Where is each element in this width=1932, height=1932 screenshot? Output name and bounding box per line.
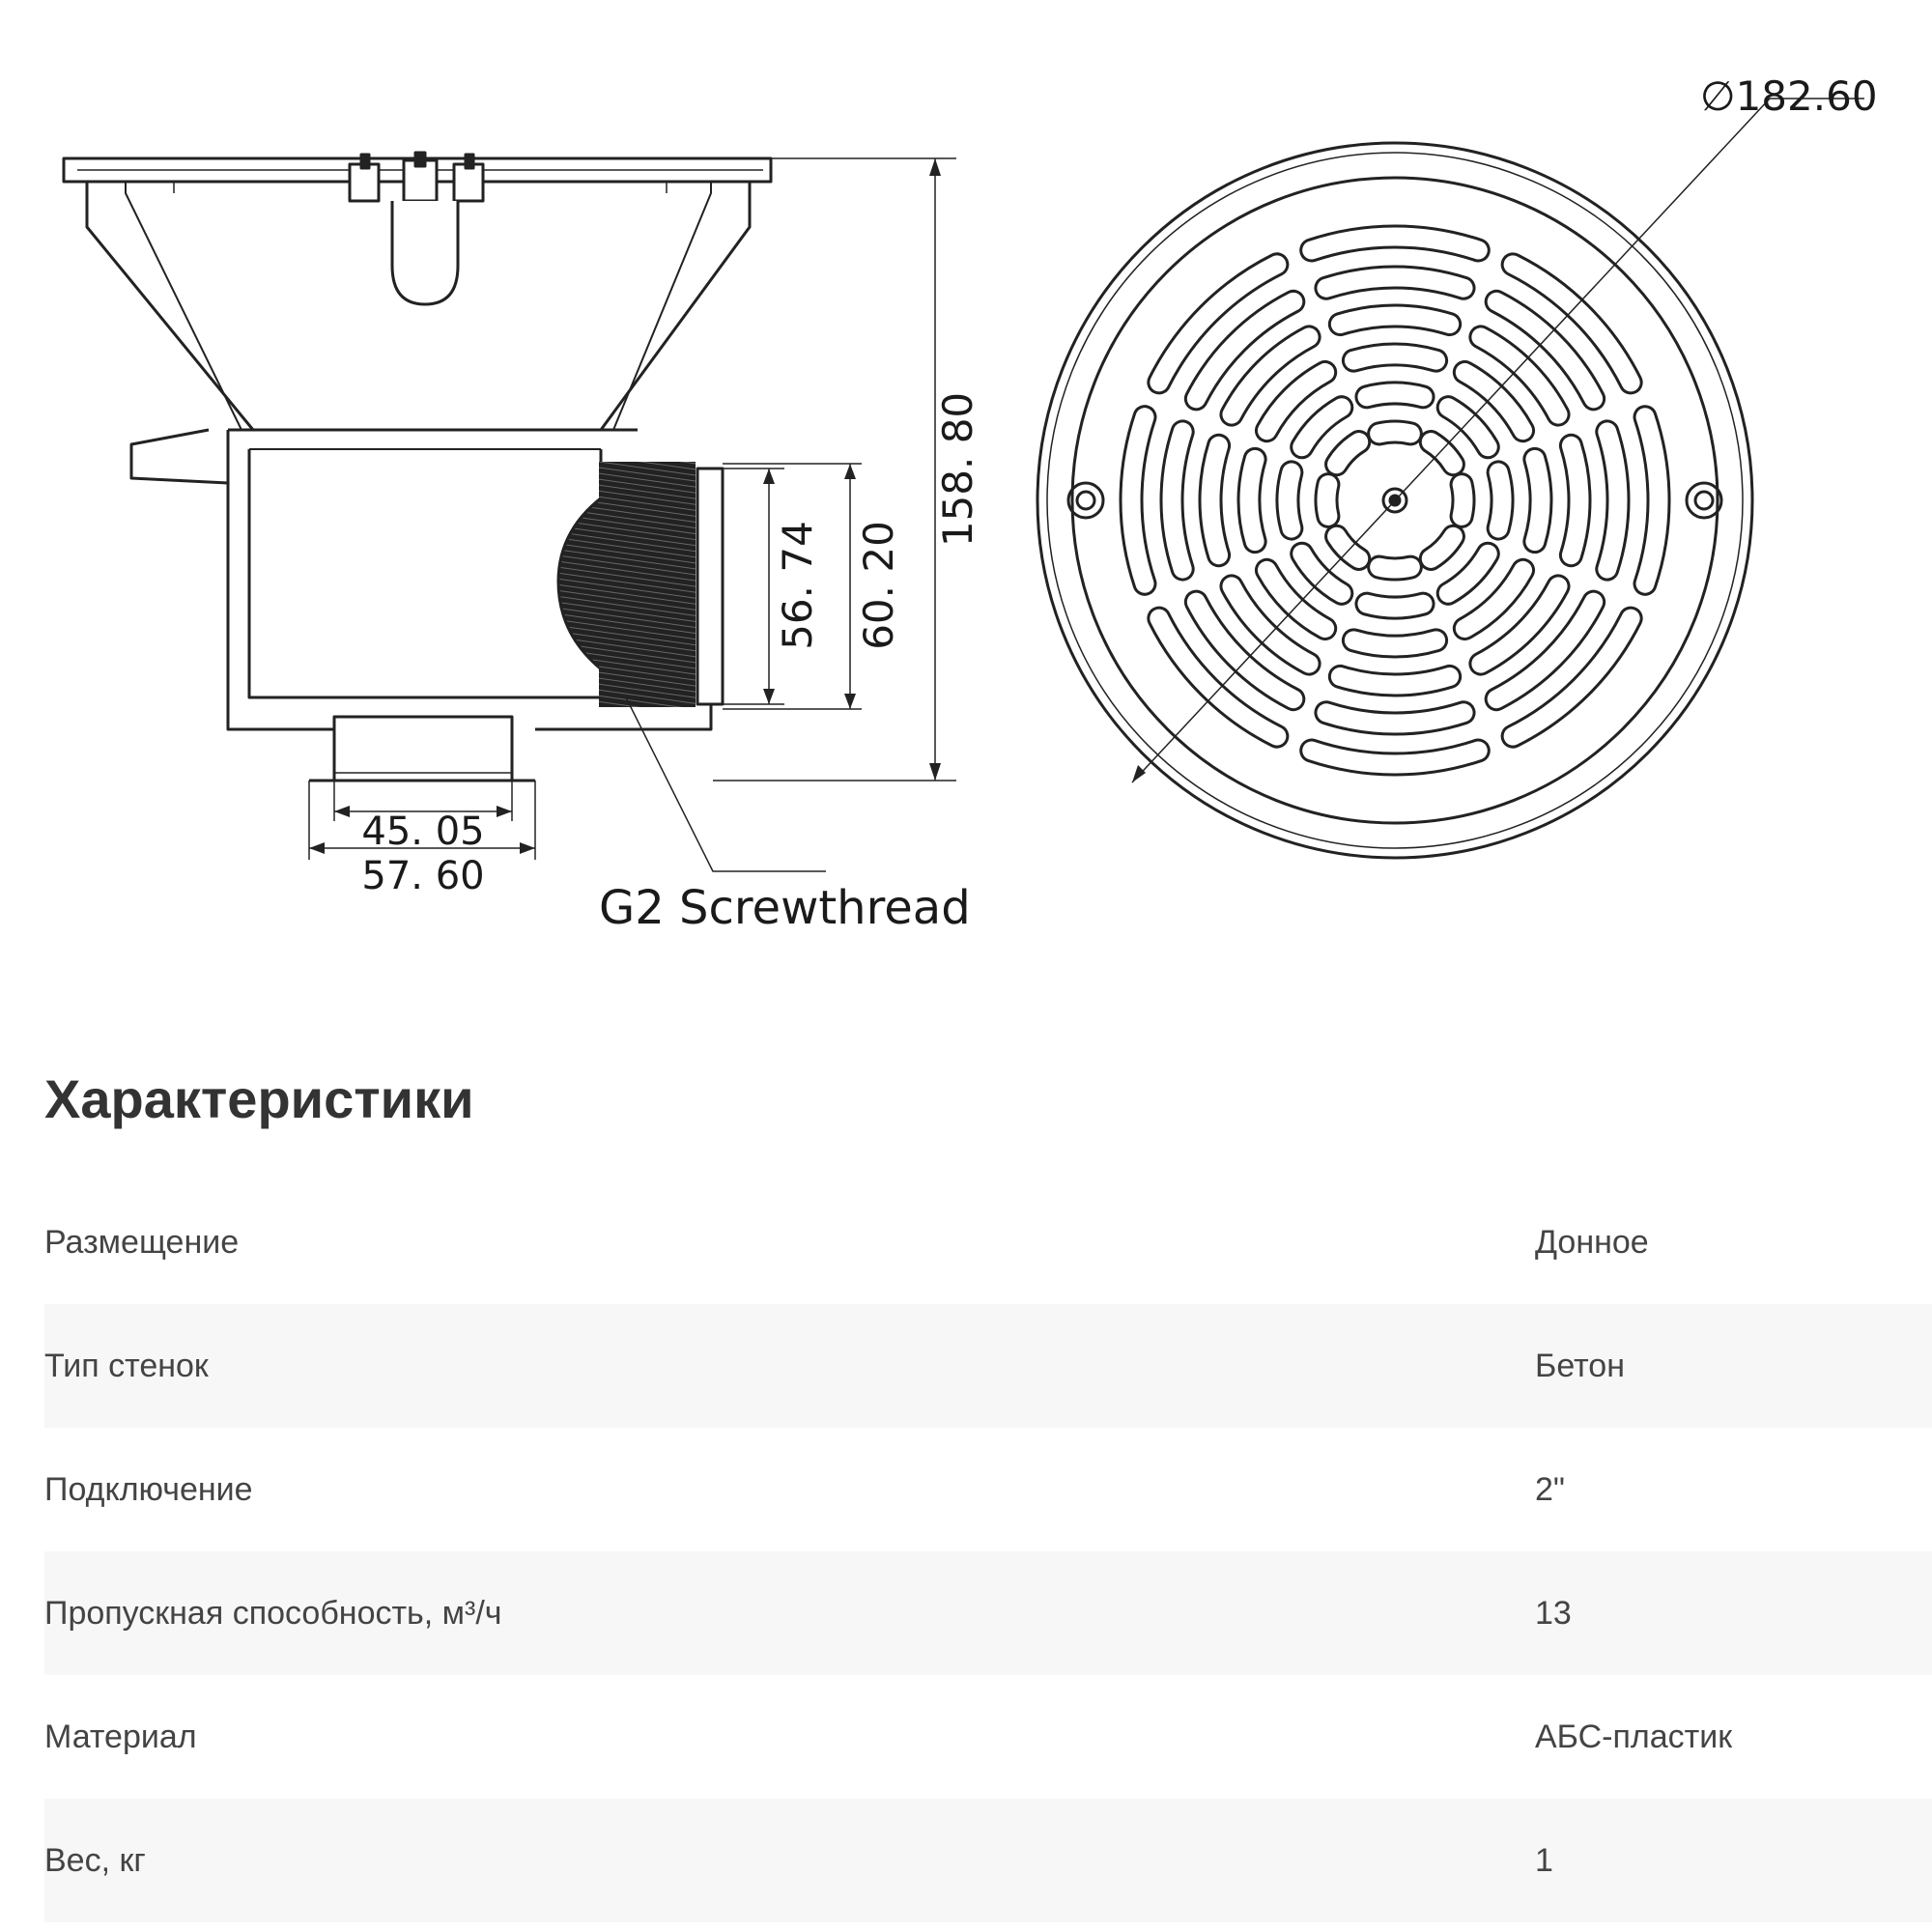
grate-slot xyxy=(1238,448,1265,552)
grate-slot xyxy=(1560,435,1590,565)
grate-slot xyxy=(1200,435,1230,565)
grate-slot xyxy=(1488,462,1513,539)
spec-row xyxy=(44,1304,1932,1428)
top-view xyxy=(1037,99,1864,858)
spec-name: Размещение xyxy=(44,1223,240,1261)
grate-slot xyxy=(1369,421,1422,444)
grate-slot xyxy=(1301,226,1490,261)
grate-slot xyxy=(1316,267,1474,298)
spec-name: Подключение xyxy=(44,1470,253,1508)
spec-value: Донное xyxy=(1535,1223,1649,1261)
spec-row xyxy=(44,1428,1932,1551)
grate-slot xyxy=(1277,462,1302,539)
spec-value: Бетон xyxy=(1535,1347,1625,1384)
grate-slot xyxy=(1343,344,1446,371)
grate-slot xyxy=(1326,526,1370,569)
grate-slot xyxy=(1451,474,1474,527)
spec-value: 1 xyxy=(1535,1841,1553,1879)
grate-slot xyxy=(1634,407,1669,595)
spec-row xyxy=(44,1799,1932,1922)
grate-slot xyxy=(1301,740,1490,775)
spec-row xyxy=(44,1551,1932,1675)
thread-inner-dimension: 56. 74 xyxy=(774,521,821,650)
grate-slot xyxy=(1356,383,1434,408)
outlet-outer-dimension: 57. 60 xyxy=(361,854,485,898)
grate-slot xyxy=(1420,432,1463,475)
grate-slot xyxy=(1343,630,1446,657)
grate-slot xyxy=(1597,421,1629,580)
diameter-dimension: ∅182.60 xyxy=(1700,72,1878,120)
grate-slot xyxy=(1161,421,1193,580)
height-dimension: 158. 80 xyxy=(934,391,981,548)
grate-slot xyxy=(1329,666,1460,696)
spec-row xyxy=(44,1675,1932,1799)
specs-table xyxy=(44,1180,1932,1922)
spec-name: Тип стенок xyxy=(44,1347,209,1384)
spec-row xyxy=(44,1180,1932,1304)
spec-name: Пропускная способность, м³/ч xyxy=(44,1594,502,1632)
spec-value: 2" xyxy=(1535,1470,1565,1508)
grate-slot xyxy=(1316,474,1339,527)
grate-slot xyxy=(1316,702,1474,734)
grate-slot xyxy=(1420,526,1463,569)
side-view xyxy=(64,153,956,871)
grate-slot xyxy=(1329,305,1460,335)
specs-title: Характеристики xyxy=(44,1068,474,1129)
spec-value: 13 xyxy=(1535,1594,1572,1632)
grate-slot xyxy=(1524,448,1551,552)
thread-outer-dimension: 60. 20 xyxy=(855,521,902,650)
outlet-inner-dimension: 45. 05 xyxy=(361,810,485,854)
spec-name: Вес, кг xyxy=(44,1841,146,1879)
grate-slot xyxy=(1356,593,1434,618)
grate-slot xyxy=(1326,432,1370,475)
spec-name: Материал xyxy=(44,1718,197,1755)
thread-label: G2 Screwthread xyxy=(599,881,971,935)
grate-slot xyxy=(1121,407,1155,595)
grate-slot xyxy=(1369,556,1422,580)
spec-value: АБС-пластик xyxy=(1535,1718,1733,1755)
